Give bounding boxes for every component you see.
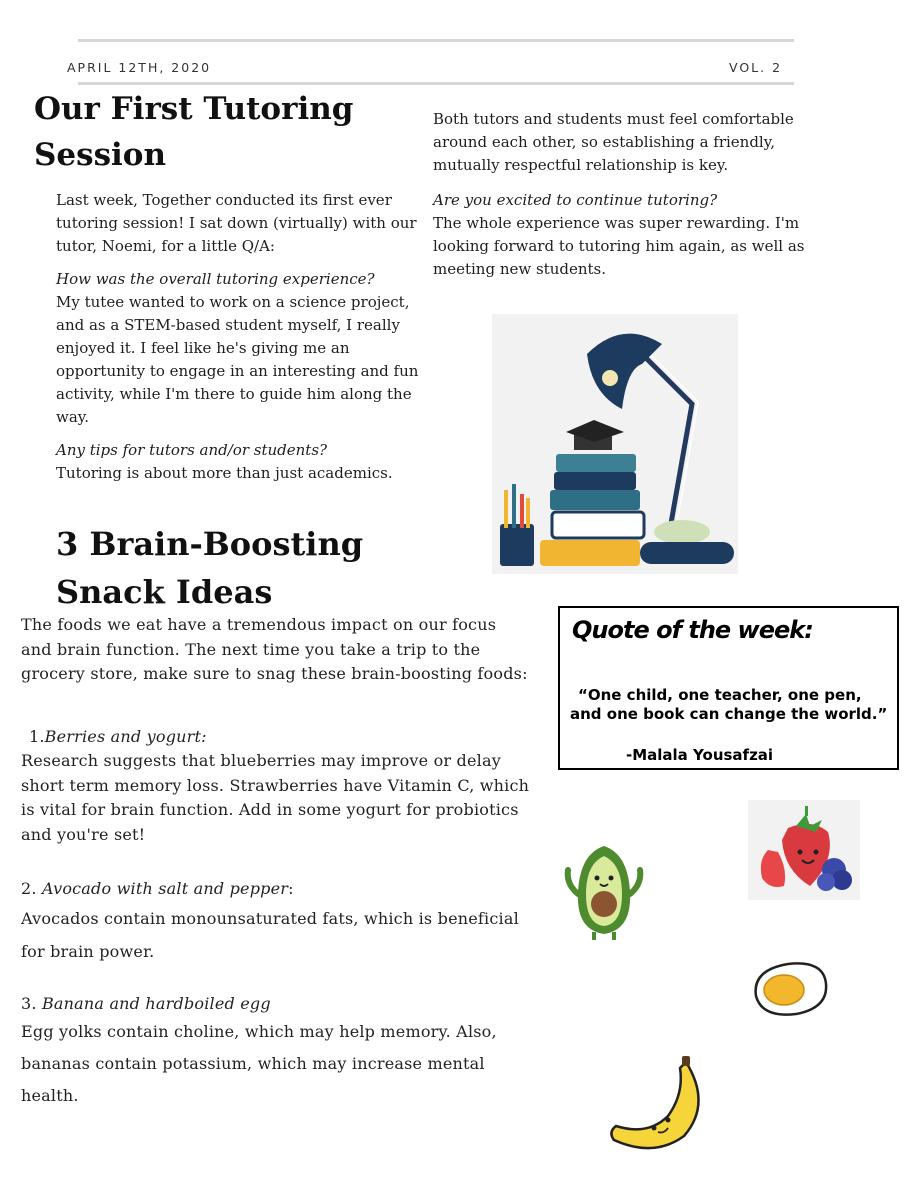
article2-intro: The foods we eat have a tremendous impact on our focus and brain function. The next time you take a trip to the grocery store, make sure to snag these brain-boosting foods: bbox=[21, 615, 528, 683]
article1-answer-2-continued: Both tutors and students must feel comfortable around each other, so establishing a friendly, mutually respectful relationship is key. bbox=[433, 110, 794, 174]
quote-text: “One child, one teacher, one pen, and one book can change the world.” bbox=[570, 686, 888, 723]
article2-headline bbox=[56, 520, 456, 616]
snack-item-1-text: Research suggests that blueberries may improve or delay short term memory loss. Strawberries have Vitamin C, which is vital for brain function. Add in some yogurt for probiotics and you're set! bbox=[21, 751, 530, 844]
article1-right-column bbox=[433, 108, 838, 281]
snack-item-2-text: Avocados contain monounsaturated fats, which is beneficial for brain power. bbox=[21, 908, 519, 961]
avocado-illustration bbox=[562, 840, 646, 944]
article1-title-line1: Our First Tutoring bbox=[34, 91, 354, 127]
strawberry-blueberries-illustration bbox=[748, 800, 860, 900]
snack-item-3-title: Banana and hardboiled egg bbox=[41, 993, 271, 1013]
snack-item-2-colon: : bbox=[288, 879, 294, 898]
article1-question-3: Are you excited to continue tutoring? bbox=[433, 191, 718, 209]
article2-body bbox=[21, 613, 531, 1112]
snack-item-1-title: Berries and yogurt: bbox=[44, 726, 207, 746]
snack-item-1-heading bbox=[21, 725, 531, 750]
snack-item-2-title: Avocado with salt and pepper bbox=[41, 879, 289, 898]
article1-answer-3: The whole experience was super rewarding. I'm looking forward to tutoring him again, as well as meeting new students. bbox=[433, 214, 805, 278]
quote-author: -Malala Yousafzai bbox=[626, 746, 774, 764]
article1-question-1: How was the overall tutoring experience? bbox=[56, 270, 375, 288]
article1-answer-1: My tutee wanted to work on a science project, and as a STEM-based student myself, I really enjoyed it. I feel like he's giving me an opportunity to engage in an interesting and fun activity, while I'm there to guide him along the way. bbox=[56, 293, 419, 426]
article1-headline bbox=[34, 86, 414, 178]
article2-title-line2: Snack Ideas bbox=[56, 573, 273, 611]
issue-date: APRIL 12TH, 2020 bbox=[67, 60, 212, 75]
hardboiled-egg-illustration bbox=[748, 956, 830, 1020]
article1-question-2: Any tips for tutors and/or students? bbox=[56, 441, 328, 459]
article1-answer-2: Tutoring is about more than just academics. bbox=[56, 464, 393, 482]
issue-volume: VOL. 2 bbox=[729, 60, 783, 75]
quote-title: Quote of the week: bbox=[572, 616, 813, 644]
snack-item-3-number: 3. bbox=[21, 993, 37, 1013]
banana-illustration bbox=[604, 1054, 712, 1156]
masthead-top-rule bbox=[78, 39, 794, 42]
article1-title-line2: Session bbox=[34, 137, 167, 173]
snack-item-2-heading bbox=[21, 877, 531, 902]
article1-left-column bbox=[56, 189, 428, 485]
quote-of-the-week-box bbox=[558, 606, 899, 770]
article2-title-line1: 3 Brain-Boosting bbox=[56, 525, 364, 563]
snack-item-2-number: 2. bbox=[21, 879, 37, 898]
masthead-bottom-rule bbox=[78, 82, 794, 85]
desk-lamp-books-illustration bbox=[492, 314, 738, 574]
snack-item-3-text: Egg yolks contain choline, which may help memory. Also, bananas contain potassium, which may increase mental health. bbox=[21, 1022, 497, 1105]
snack-item-1-number: 1. bbox=[29, 726, 45, 746]
article1-intro: Last week, Together conducted its first ever tutoring session! I sat down (virtually) with our tutor, Noemi, for a little Q/A: bbox=[56, 191, 417, 255]
snack-item-3-heading bbox=[21, 992, 531, 1017]
